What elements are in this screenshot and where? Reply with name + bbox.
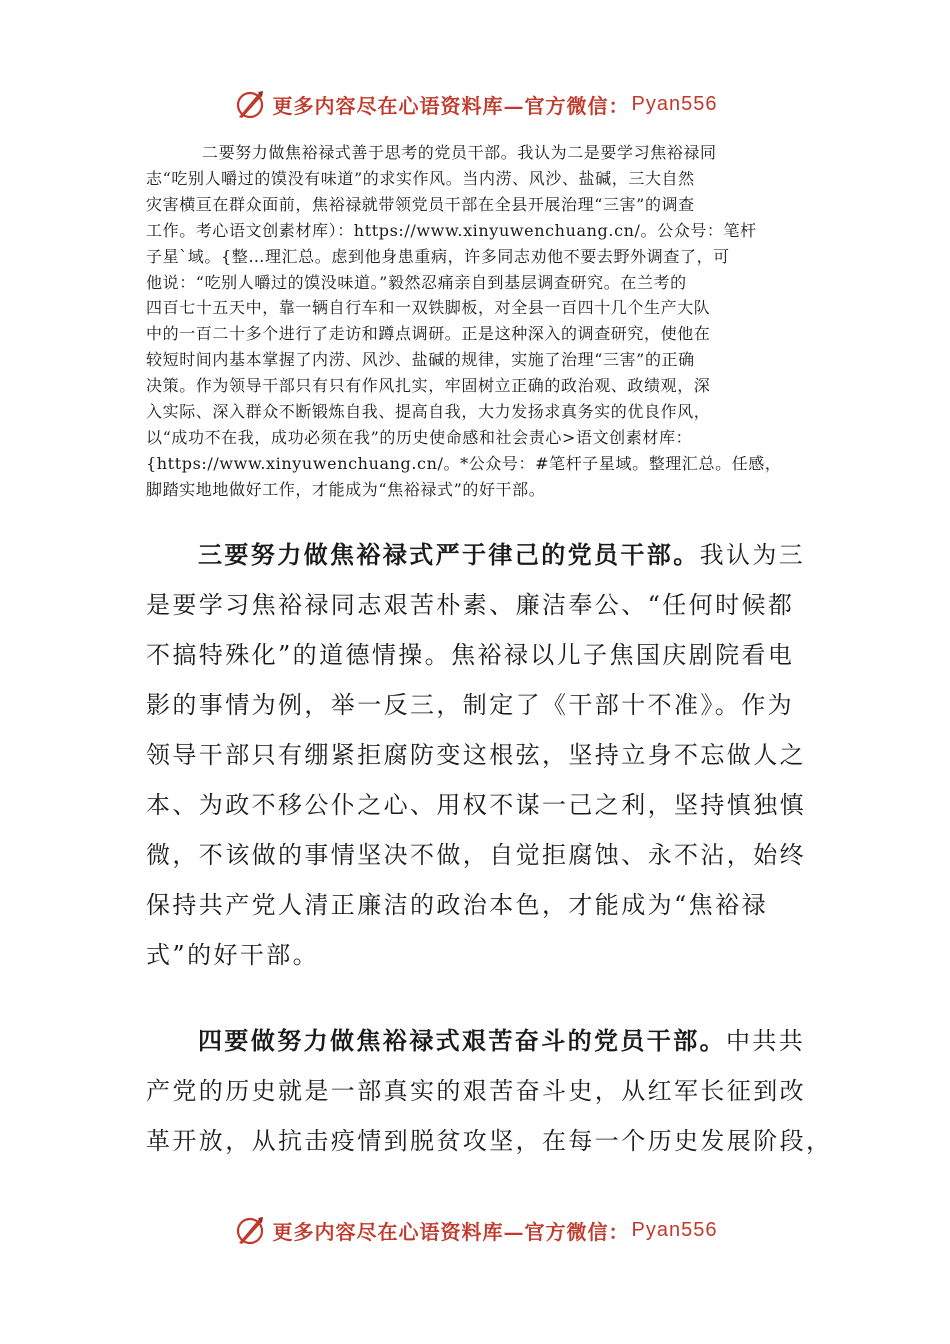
paragraph-2 — [146, 140, 806, 503]
paragraph-line: 是要学习焦裕禄同志艰苦朴素、廉洁奉公、“任何时候都 — [146, 591, 795, 619]
banner-wechat-id: Pyan556 — [631, 1218, 718, 1241]
paragraph-line: 脚踏实地地做好工作，才能成为“焦裕禄式”的好干部。 — [146, 479, 546, 499]
footer-watermark-banner — [0, 1210, 950, 1250]
paragraph-line: 产党的历史就是一部真实的艰苦奋斗史，从红军长征到改 — [146, 1077, 806, 1105]
paragraph-line: 入实际、深入群众不断锻炼自我、提高自我，大力发扬求真务实的优良作风， — [146, 402, 711, 422]
paragraph-line: 子星`域。{整…理汇总。虑到他身患重病，许多同志劝他不要去野外调查了，可 — [146, 246, 730, 266]
paragraph-line: 领导干部只有绷紧拒腐防变这根弦，坚持立身不忘做人之 — [146, 741, 806, 769]
paragraph-line: 工作。考心语文创素材库）：https://www.xinyuwenchuang.cn/。公众号：笔杆 — [146, 220, 757, 240]
banner-wechat-id: Pyan556 — [631, 92, 718, 115]
paragraph-line: 不搞特殊化”的道德情操。焦裕禄以儿子焦国庆剧院看电 — [146, 641, 795, 669]
paragraph-line: 保持共产党人清正廉洁的政治本色，才能成为“焦裕禄 — [146, 891, 768, 919]
header-watermark-banner — [0, 84, 950, 124]
paragraph-line: 中的一百二十多个进行了走访和蹲点调研。正是这种深入的调查研究，使他在 — [146, 324, 711, 344]
paragraph-line: 本、为政不移公仆之心、用权不谋一己之利，坚持慎独慎 — [146, 791, 806, 819]
paragraph-line: 四百七十五天中，靠一辆自行车和一双铁脚板，对全县一百四十几个生产大队 — [146, 298, 711, 318]
paragraph-4 — [146, 1016, 833, 1166]
paragraph-text: 我认为三 — [699, 541, 806, 569]
pen-circle-icon — [233, 87, 267, 121]
pen-circle-icon — [233, 1213, 267, 1247]
paragraph-heading: 四要做努力做焦裕禄式艰苦奋斗的党员干部。 — [198, 1026, 726, 1055]
paragraph-line: 志“吃别人嚼过的馍没有味道”的求实作风。当内涝、风沙、盐碱，三大自然 — [146, 168, 695, 188]
paragraph-line: 灾害横亘在群众面前，焦裕禄就带领党员干部在全县开展治理“三害”的调查 — [146, 194, 695, 214]
paragraph-line: 二要努力做焦裕禄式善于思考的党员干部。我认为二是要学习焦裕禄同 — [202, 143, 717, 162]
banner-text: 更多内容尽在心语资料库—官方微信： — [272, 1219, 630, 1244]
paragraph-3 — [146, 530, 806, 980]
paragraph-line: 革开放，从抗击疫情到脱贫攻坚，在每一个历史发展阶段， — [146, 1127, 833, 1155]
paragraph-text: 中共共 — [726, 1027, 806, 1055]
paragraph-line: 以“成功不在我，成功必须在我”的历史使命感和社会责心>语文创素材库： — [146, 427, 693, 447]
paragraph-line: {https://www.xinyuwenchuang.cn/。*公众号：#笔杆子星域。整理汇总。任感， — [146, 453, 782, 473]
paragraph-line: 决策。作为领导干部只有只有作风扎实，牢固树立正确的政治观、政绩观，深 — [146, 376, 711, 396]
paragraph-line: 较短时间内基本掌握了内涝、风沙、盐碱的规律，实施了治理“三害”的正确 — [146, 350, 695, 370]
paragraph-line: 微，不该做的事情坚决不做，自觉拒腐蚀、永不沾，始终 — [146, 841, 806, 869]
paragraph-line: 影的事情为例，举一反三，制定了《干部十不准》。作为 — [146, 691, 794, 719]
banner-text: 更多内容尽在心语资料库—官方微信： — [272, 93, 630, 118]
paragraph-heading: 三要努力做焦裕禄式严于律己的党员干部。 — [198, 540, 700, 569]
paragraph-line: 他说：“吃别人嚼过的馍没味道。”毅然忍痛亲自到基层调查研究。在兰考的 — [146, 272, 687, 292]
paragraph-line: 式”的好干部。 — [146, 941, 320, 969]
